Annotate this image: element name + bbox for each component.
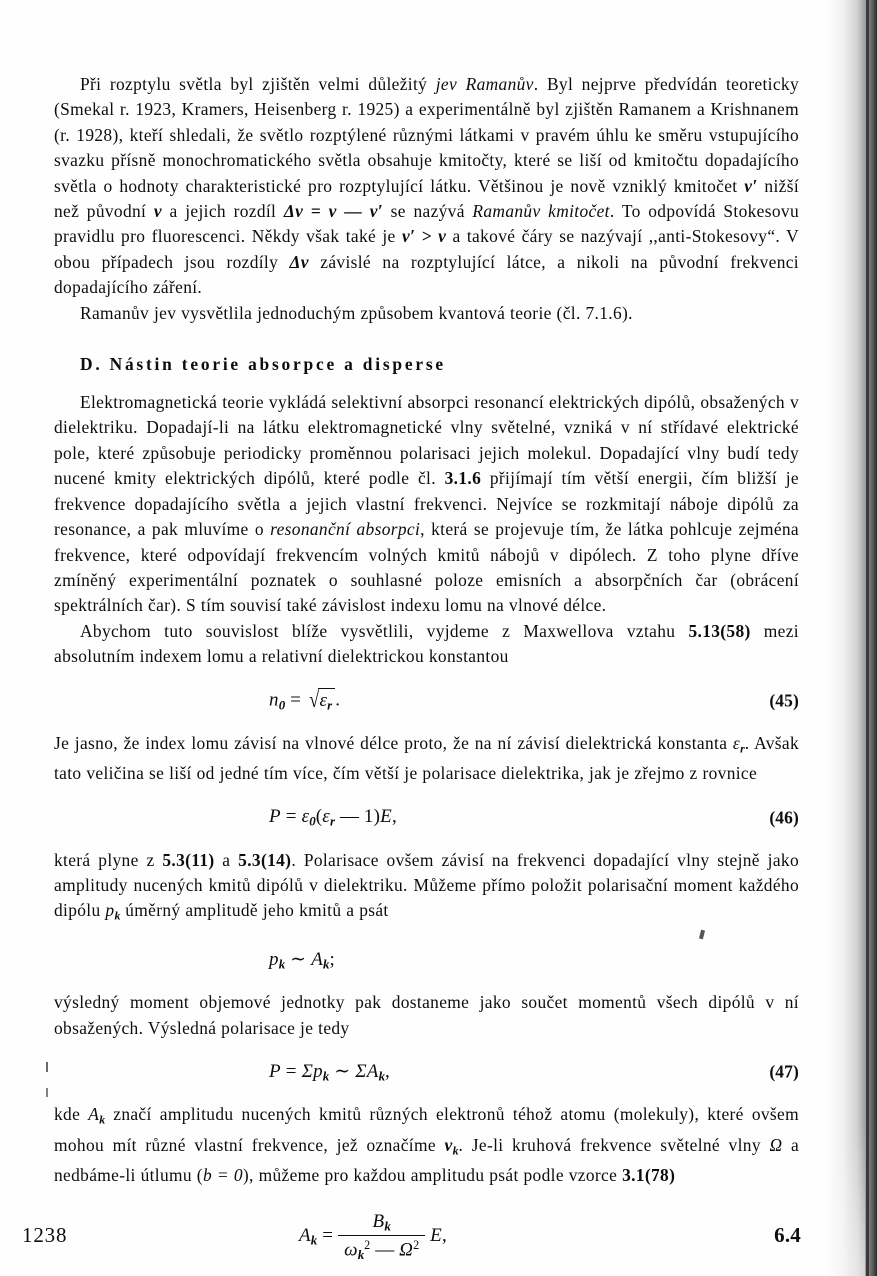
text-run: se nazývá bbox=[383, 201, 473, 222]
operator-minus: — bbox=[375, 1239, 395, 1261]
operator-minus: — bbox=[339, 805, 359, 827]
cross-reference-5-3-11: 5.3(11) bbox=[162, 849, 215, 870]
equation-47-body bbox=[269, 1060, 390, 1085]
subscript-r-inline: r bbox=[740, 740, 745, 755]
paren-right: ) bbox=[373, 805, 381, 827]
subscript-k: k bbox=[322, 1068, 330, 1084]
text-run: a jejich rozdíl bbox=[161, 201, 284, 222]
radicand bbox=[318, 688, 335, 714]
symbol-A: A bbox=[366, 1060, 379, 1082]
paragraph-polarisation-moment bbox=[54, 848, 799, 930]
text-run: . Byl nejprve předvídán teoreticky (Smekal r. 1923, Kramers, Heisenberg r. 1925) a experimentálně byl zjištěn Ramanem a Krishnanem (r. 1928), kteří shledali, že světlo rozptýlené různými látkami v pravém úhlu ke směru vstupujícího svazku přísně monochromatického světla obsahuje kmitočty, které se liší od kmitočtu dopadajícího světla o hodnoty charakteristické pro rozptylující látku. Většinou je nově vzniklý kmitočet bbox=[54, 74, 799, 196]
trailing-semicolon: ; bbox=[329, 948, 335, 970]
paragraph-raman-effect bbox=[54, 72, 799, 301]
page-curl-highlight bbox=[817, 1126, 865, 1276]
text-run: a takové čáry se nazývají ,,anti-Stokesovy“. V obou případech jsou rozdíly bbox=[54, 226, 799, 272]
operator-proportional: ∼ bbox=[334, 1060, 351, 1082]
cross-reference-3-1-6: 3.1.6 bbox=[444, 468, 482, 489]
math-nu-k-inline bbox=[444, 1134, 459, 1158]
equation-45-body bbox=[269, 687, 340, 713]
scan-artifact-tick bbox=[46, 1062, 48, 1072]
paragraph-dielectric-constant bbox=[54, 731, 799, 787]
text-run: úměrný amplitudě jeho kmitů a psát bbox=[120, 900, 389, 921]
operator-equals: = bbox=[322, 1225, 334, 1247]
paren-left: ( bbox=[315, 805, 323, 827]
text-run: Elektromagnetická teorie vykládá selektivní absorpci resonancí elektrických dipólů, obsažených v dielektriku. Dopadají-li na látku elektromagnetické vlny světelné, vzniká v ní střídavé elektrické pole, které způsobuje periodicky proměnnou polarisaci jejich molekul. Dopadající vlny budí tedy nucené kmity elektrických dipólů, které podle čl. bbox=[54, 392, 799, 489]
symbol-A: A bbox=[311, 948, 323, 970]
subscript-0: 0 bbox=[309, 813, 316, 829]
text-run: nižší než původní bbox=[54, 175, 799, 222]
text-run: přijímají tím větší energii, čím bližší je frekvence dopadajícího světla a jejich vlastní frekvenci. Nejvíce se rozkmitají náboje dipólů za resonance, a pak mluvíme o bbox=[54, 468, 799, 540]
symbol-epsilon-inline: ε bbox=[732, 732, 741, 753]
cross-reference-5-13-58: 5.13(58) bbox=[688, 620, 751, 641]
paragraph-resulting-polarisation: výsledný moment objemové jednotky pak dostaneme jako součet momentů všech dipólů v ní obsažených. Výsledná polarisace je tedy bbox=[54, 992, 799, 1038]
equation-pk-ak-row bbox=[54, 945, 799, 975]
text-run: . Polarisace ovšem závisí na frekvenci dopadající vlny stejně jako amplitudy nucených kmitů dipólů v dielektriku. Můžeme přímo položit polarisační moment každého dipólu bbox=[54, 849, 799, 921]
equation-46-body bbox=[269, 806, 397, 830]
text-run: Je jasno, že index lomu závisí na vlnové délce proto, že na ní závisí dielektrická konstanta bbox=[54, 732, 733, 753]
math-delta-nu: Δν bbox=[289, 251, 309, 272]
math-b-equals-0: b = 0 bbox=[202, 1165, 243, 1186]
running-section-number: 6.4 bbox=[774, 1223, 801, 1247]
text-run: kde bbox=[54, 1104, 89, 1124]
italic-term-raman-frequency: Ramanův kmitočet bbox=[472, 201, 610, 222]
symbol-sigma-sum: Σ bbox=[355, 1060, 367, 1082]
math-delta-nu-expression: Δν = ν — ν′ bbox=[283, 201, 384, 222]
binding-shadow bbox=[807, 0, 877, 1276]
symbol-p-inline: p bbox=[105, 900, 115, 921]
text-run: značí amplitudu nucených kmitů různých elektronů téhož atomu (molekuly), které ovšem mohou mít různé vlastní frekvence, jež označíme bbox=[54, 1104, 799, 1155]
symbol-A: A bbox=[299, 1225, 311, 1247]
math-nu-prime-gt-nu: ν′ > ν bbox=[401, 226, 447, 247]
equation-46-row bbox=[54, 803, 799, 833]
radical-sign-icon: √ bbox=[309, 687, 320, 713]
subscript-0: 0 bbox=[278, 697, 286, 713]
scan-artifact-tick-2 bbox=[46, 1088, 48, 1097]
equation-number-45: (45) bbox=[769, 690, 799, 711]
math-p-k-inline bbox=[105, 900, 121, 923]
symbol-p: p bbox=[269, 948, 279, 970]
text-run: . To odpovídá Stokesovu pravidlu pro fluorescenci. Někdy však také je bbox=[54, 201, 799, 247]
subscript-k-inline: k bbox=[452, 1143, 459, 1158]
symbol-epsilon: ε bbox=[319, 690, 328, 712]
cross-reference-5-3-14: 5.3(14) bbox=[238, 849, 292, 870]
binding-edge-line bbox=[866, 0, 869, 1276]
text-run: ), můžeme pro každou amplitudu psát podle vzorce bbox=[242, 1165, 623, 1186]
italic-term-resonance-absorption: resonanční absorpci bbox=[270, 519, 421, 540]
trailing-period: . bbox=[335, 690, 341, 712]
text-run: , která se projevuje tím, že látka pohlcuje zejména frekvence, které odpovídají frekvencím volných kmitů nábojů v dipólech. Z toho plyne dříve zmíněný experimentální poznatek o souhlasné poloze emisních a absorpčních čar (obrácení spektrálních čar). S tím souvisí také závislost indexu lomu na vlnové délce. bbox=[54, 519, 799, 616]
symbol-omega: ω bbox=[344, 1239, 358, 1261]
operator-proportional: ∼ bbox=[290, 948, 307, 970]
symbol-p: p bbox=[313, 1060, 323, 1082]
section-heading-d: D. Nástin teorie absorpce a disperse bbox=[80, 354, 446, 375]
paragraph-electromagnetic-theory bbox=[54, 390, 799, 619]
symbol-P: P bbox=[269, 1060, 281, 1082]
subscript-k: k bbox=[310, 1232, 318, 1248]
symbol-epsilon-0: ε bbox=[301, 805, 310, 827]
symbol-E: E bbox=[430, 1225, 442, 1247]
page-body-column bbox=[54, 72, 799, 1276]
trailing-comma: , bbox=[441, 1225, 447, 1247]
text-run: a bbox=[214, 849, 239, 870]
equation-number-46: (46) bbox=[769, 807, 799, 828]
symbol-B: B bbox=[372, 1211, 385, 1233]
text-run: která plyne z bbox=[54, 849, 163, 870]
subscript-r: r bbox=[329, 813, 335, 829]
math-epsilon-r-inline bbox=[733, 733, 745, 753]
text-run: mezi absolutním indexem lomu a relativní dielektrickou konstantou bbox=[54, 620, 799, 667]
text-run: . Avšak tato veličina se liší od jedné tím více, čím větší je polarisace dielektrika, jak je zřejmo z rovnice bbox=[54, 732, 799, 784]
symbol-A-inline: A bbox=[88, 1104, 100, 1124]
subscript-k-inline: k bbox=[99, 1112, 106, 1127]
superscript-2: 2 bbox=[364, 1238, 371, 1253]
cross-reference-3-1-78: 3.1(78) bbox=[622, 1165, 676, 1186]
operator-equals: = bbox=[290, 690, 302, 712]
symbol-n: n bbox=[269, 690, 279, 712]
math-nu: ν bbox=[153, 201, 162, 222]
subscript-k: k bbox=[384, 1218, 391, 1234]
operator-equals: = bbox=[285, 805, 297, 827]
superscript-2: 2 bbox=[413, 1238, 420, 1253]
page-footer bbox=[22, 1223, 801, 1248]
text-run: a nedbáme-li útlumu ( bbox=[54, 1134, 800, 1186]
subscript-k-inline: k bbox=[114, 908, 121, 923]
symbol-sigma-sum: Σ bbox=[301, 1060, 314, 1082]
subscript-k: k bbox=[278, 956, 286, 972]
subscript-k: k bbox=[322, 956, 330, 972]
equation-number-47: (47) bbox=[769, 1061, 799, 1082]
trailing-comma: , bbox=[391, 805, 397, 827]
paragraph-quantum-explanation: Ramanův jev vysvětlila jednoduchým způsobem kvantová teorie (čl. 7.1.6). bbox=[80, 302, 633, 323]
paragraph-amplitude-definition bbox=[54, 1102, 799, 1189]
symbol-nu-inline: ν bbox=[444, 1134, 453, 1155]
italic-term-raman-phenomenon: jev Ramanův bbox=[435, 74, 534, 94]
equation-pk-ak-body bbox=[269, 948, 335, 973]
math-A-k-inline bbox=[88, 1104, 106, 1127]
math-nu-prime: ν′ bbox=[744, 175, 758, 196]
symbol-epsilon-r: ε bbox=[322, 805, 330, 827]
numeral-1: 1 bbox=[363, 805, 374, 827]
operator-equals: = bbox=[285, 1060, 297, 1082]
symbol-Omega: Ω bbox=[399, 1239, 414, 1261]
text-run: Při rozptylu světla byl zjištěn velmi důležitý bbox=[80, 74, 436, 94]
folio-page-number: 1238 bbox=[22, 1223, 68, 1247]
equation-45-row bbox=[54, 686, 799, 716]
subscript-r: r bbox=[327, 697, 333, 713]
symbol-P: P bbox=[269, 805, 281, 827]
subscript-k: k bbox=[378, 1068, 386, 1084]
math-Omega-inline: Ω bbox=[769, 1134, 783, 1155]
subscript-k: k bbox=[357, 1247, 365, 1263]
symbol-E: E bbox=[380, 805, 392, 827]
paragraph-maxwell-relation bbox=[54, 619, 799, 670]
text-run: závislé na rozptylující látce, a nikoli na původní frekvenci dopadajícího záření. bbox=[54, 251, 799, 298]
text-run: Abychom tuto souvislost blíže vysvětlili, vyjdeme z Maxwellova vztahu bbox=[80, 620, 689, 641]
trailing-comma: , bbox=[385, 1060, 390, 1082]
equation-47-row bbox=[54, 1057, 799, 1087]
square-root-expression bbox=[306, 687, 335, 713]
text-run: . Je-li kruhová frekvence světelné vlny bbox=[458, 1134, 770, 1155]
